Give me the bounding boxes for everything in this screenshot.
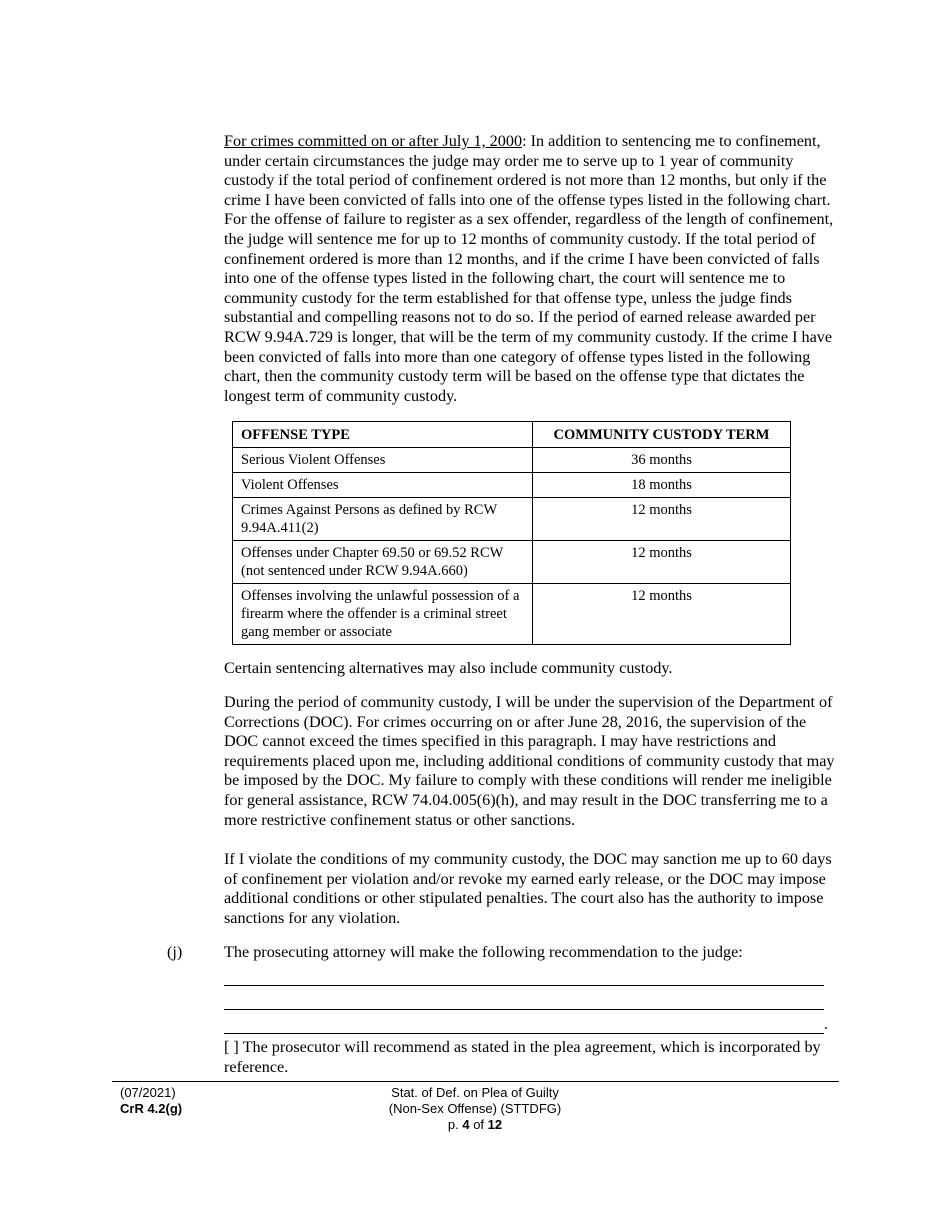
- footer-date: (07/2021): [120, 1085, 176, 1100]
- term-cell: 12 months: [533, 584, 791, 645]
- page-number: p. 4 of 12: [447, 1117, 503, 1132]
- recommendation-line-2[interactable]: [224, 1009, 824, 1010]
- table-row: [233, 498, 791, 541]
- table-row: [233, 584, 791, 645]
- footer-title-line1: Stat. of Def. on Plea of Guilty: [391, 1085, 559, 1100]
- offense-cell: Violent Offenses: [233, 473, 533, 498]
- date-heading: For crimes committed on or after July 1, 2000: [224, 132, 523, 150]
- sentencing-alternatives-text: Certain sentencing alternatives may also include community custody.: [224, 659, 673, 677]
- violation-paragraph: If I violate the conditions of my community custody, the DOC may sanction me up to 60 days of confinement per violation and/or revoke my earned early release, or the DOC may impose additional conditions or other stipulated penalties. The court also has the authority to impose sanctions for any violation.: [224, 850, 832, 927]
- header-offense-type: OFFENSE TYPE: [233, 422, 533, 448]
- term-cell: 18 months: [533, 473, 791, 498]
- supervision-paragraph: During the period of community custody, I will be under the supervision of the Department of Corrections (DOC). For crimes occurring on or after June 28, 2016, the supervision of the DOC cannot exceed the times specified in this paragraph. I may have restrictions and requirements placed upon me, including additional conditions of community custody that may be imposed by the DOC. My failure to comply with these conditions will render me ineligible for general assistance, RCW 74.04.005(6)(h), and may result in the DOC transferring me to a more restrictive confinement status or other sanctions.: [224, 693, 835, 829]
- offense-cell: Serious Violent Offenses: [233, 448, 533, 473]
- footer-title-line2: (Non-Sex Offense) (STTDFG): [388, 1101, 562, 1116]
- table-header-row: [233, 422, 791, 448]
- line-period: .: [824, 1016, 828, 1033]
- plea-agreement-checkbox-text[interactable]: [ ] The prosecutor will recommend as stated in the plea agreement, which is incorporated by reference.: [224, 1038, 821, 1076]
- header-custody-term: COMMUNITY CUSTODY TERM: [533, 422, 791, 448]
- term-cell: 36 months: [533, 448, 791, 473]
- recommendation-line-1[interactable]: [224, 985, 824, 986]
- footer-center: [325, 1085, 625, 1133]
- table-row: [233, 541, 791, 584]
- intro-body: : In addition to sentencing me to confinement, under certain circumstances the judge may order me to serve up to 1 year of community custody if the total period of confinement ordered is not more than 12 months, but only if the crime I have been convicted of falls into one of the offense types listed in the following chart. For the offense of failure to register as a sex offender, regardless of the length of confinement, the judge will sentence me for up to 12 months of community custody. If the total period of confinement ordered is more than 12 months, and if the crime I have been convicted of falls into one of the offense types listed in the following chart, the court will sentence me to community custody for the term established for that offense type, unless the judge finds substantial and compelling reasons not to do so. If the period of earned release awarded per RCW 9.94A.729 is longer, that will be the term of my community custody. If the crime I have been convicted of falls into more than one category of offense types listed in the following chart, then the community custody term will be based on the offense type that dictates the longest term of community custody.: [224, 132, 834, 405]
- table-row: [233, 448, 791, 473]
- term-cell: 12 months: [533, 541, 791, 584]
- term-cell: 12 months: [533, 498, 791, 541]
- footer-divider: [112, 1081, 839, 1082]
- footer-left: [120, 1085, 182, 1117]
- offense-cell: Crimes Against Persons as defined by RCW 9.94A.411(2): [233, 498, 533, 541]
- community-custody-table: [232, 421, 791, 645]
- footer-rule-cite: CrR 4.2(g): [120, 1101, 183, 1116]
- community-custody-intro: [224, 132, 844, 406]
- table-row: [233, 473, 791, 498]
- section-j-label: (j): [167, 943, 183, 961]
- recommendation-line-3[interactable]: [224, 1033, 824, 1034]
- section-j-text: The prosecuting attorney will make the following recommendation to the judge:: [224, 943, 743, 961]
- offense-cell: Offenses involving the unlawful possession of a firearm where the offender is a criminal street gang member or associate: [233, 584, 533, 645]
- offense-cell: Offenses under Chapter 69.50 or 69.52 RCW (not sentenced under RCW 9.94A.660): [233, 541, 533, 584]
